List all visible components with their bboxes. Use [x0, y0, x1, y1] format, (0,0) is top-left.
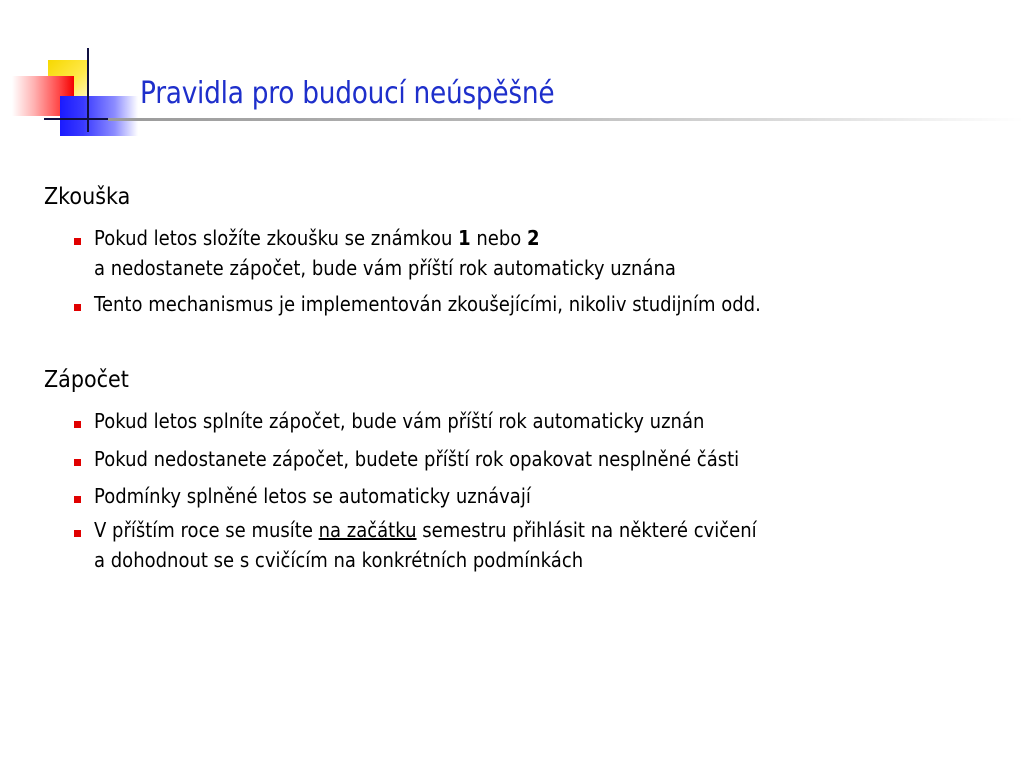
- bullet-exam-grade-line2: a nedostanete zápočet, bude vám příští rok automaticky uznána: [94, 256, 676, 280]
- bullet-credit-passed: Pokud letos splníte zápočet, bude vám příští rok automaticky uznán: [94, 409, 705, 433]
- bullet-mechanism: Tento mechanismus je implementován zkoušejícími, nikoliv studijním odd.: [94, 292, 761, 316]
- bullet-registration-line1: [94, 518, 757, 542]
- bullet-text: V příštím roce se musíte: [94, 518, 319, 542]
- bullet-marker: [74, 238, 81, 245]
- grade-two: 2: [527, 226, 540, 250]
- bullet-text: semestru přihlásit na některé cvičení: [416, 518, 757, 542]
- bullet-registration-line2: a dohodnout se s cvičícím na konkrétních podmínkách: [94, 548, 584, 572]
- section-heading-zapocet: Zápočet: [44, 367, 129, 393]
- bullet-marker: [74, 304, 81, 311]
- bullet-marker: [74, 421, 81, 428]
- bullet-text: nebo: [470, 226, 528, 250]
- bullet-marker: [74, 459, 81, 466]
- grade-one: 1: [458, 226, 471, 250]
- bullet-marker: [74, 496, 81, 503]
- underlined-emphasis: na začátku: [318, 518, 417, 542]
- section-heading-zkouska: Zkouška: [44, 184, 131, 210]
- bullet-conditions: Podmínky splněné letos se automaticky uznávají: [94, 484, 531, 508]
- bullet-exam-grade-line1: [94, 226, 540, 250]
- bullet-text: Pokud letos složíte zkoušku se známkou: [94, 226, 459, 250]
- bullet-marker: [74, 530, 81, 537]
- slide-title: Pravidla pro budoucí neúspěšné: [140, 76, 555, 111]
- bullet-credit-failed: Pokud nedostanete zápočet, budete příští rok opakovat nesplněné části: [94, 447, 740, 471]
